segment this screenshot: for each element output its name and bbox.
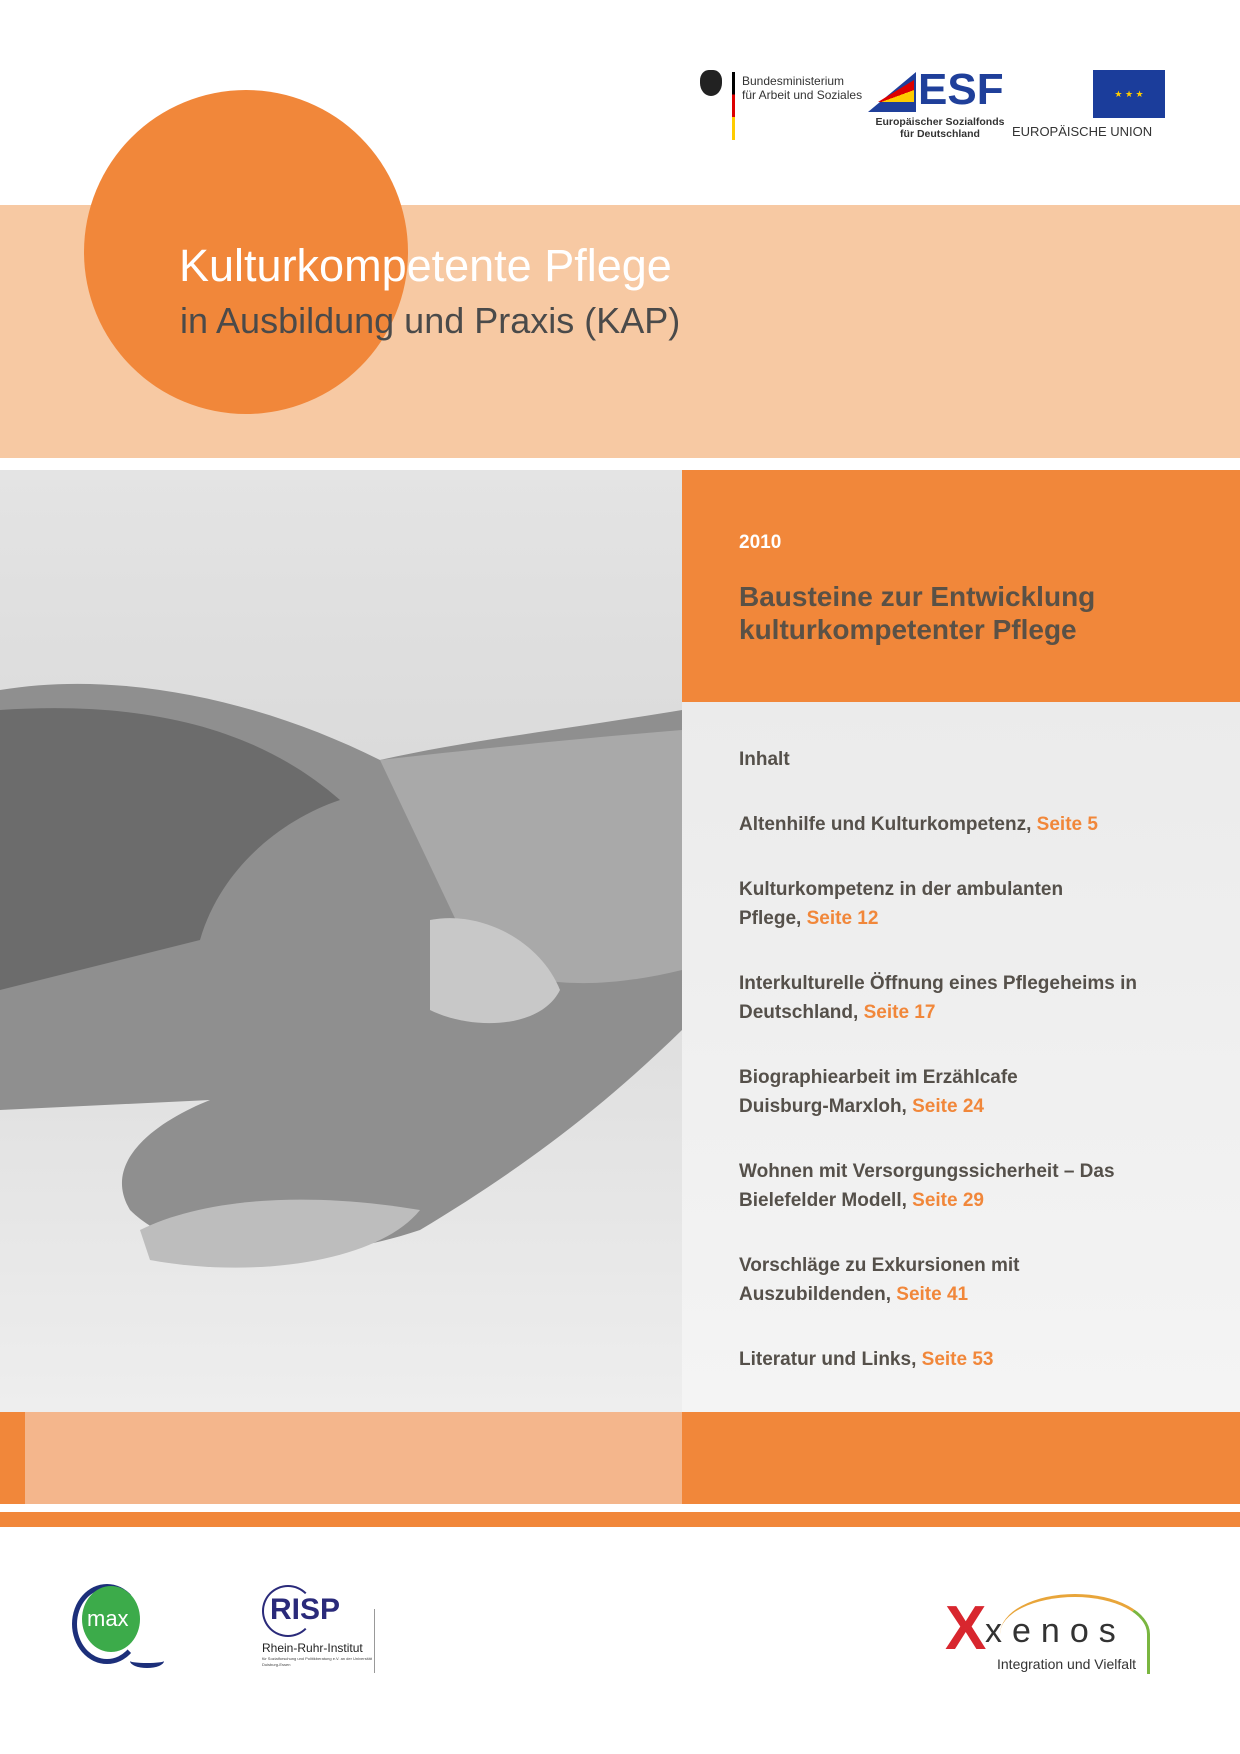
toc-item-page: Seite 24 (912, 1096, 984, 1117)
toc-item-title: Biographiearbeit im Erzählcafe Duisburg-Marxloh, (739, 1067, 1018, 1117)
esf-text: ESF (918, 65, 1004, 114)
toc-item-page: Seite 53 (921, 1349, 994, 1370)
toc-label: Inhalt (739, 749, 790, 770)
year: 2010 (739, 532, 782, 553)
eagle-icon (700, 70, 722, 96)
risp-text: RISP (270, 1593, 341, 1626)
xenos-x-icon: X (945, 1594, 987, 1663)
hands-illustration (0, 470, 682, 1412)
toc-item-page: Seite 41 (896, 1284, 969, 1305)
eu-text: EUROPÄISCHE UNION (1012, 124, 1153, 139)
document-title: Kulturkompetente Pflege (179, 240, 672, 291)
toc-item[interactable] (739, 1251, 1089, 1309)
risp-subtitle: Rhein-Ruhr-Institut (262, 1641, 363, 1655)
bmas-line2: für Arbeit und Soziales (742, 88, 863, 102)
table-of-contents (739, 745, 1219, 1410)
toc-item[interactable] (739, 1345, 1219, 1374)
bmas-line1: Bundesministerium (742, 74, 845, 88)
bmas-logo (698, 70, 863, 142)
risp-logo (262, 1585, 382, 1673)
toc-item[interactable] (739, 1157, 1149, 1215)
risp-small: für Sozialforschung und Politikberatung e.V. an der Universität Duisburg-Essen (262, 1656, 372, 1667)
esf-line2: für Deutschland (900, 128, 980, 140)
toc-item[interactable] (739, 810, 1219, 839)
xenos-logo (945, 1590, 1155, 1680)
toc-item-title: Vorschläge zu Exkursionen mit Auszubildenden, (739, 1255, 1020, 1305)
max-wave-icon (130, 1654, 164, 1668)
esf-logo (868, 65, 1013, 142)
max-logo (70, 1580, 180, 1675)
toc-item-title: Interkulturelle Öffnung eines Pflegeheims in Deutschland, (739, 973, 1138, 1023)
max-text: max (87, 1606, 129, 1631)
toc-item-page: Seite 12 (806, 908, 879, 929)
toc-item[interactable] (739, 1063, 1079, 1121)
risp-divider (374, 1609, 375, 1673)
toc-item-page: Seite 17 (863, 1002, 936, 1023)
esf-line1: Europäischer Sozialfonds (875, 116, 1005, 128)
flag-stripe (732, 72, 735, 140)
bottom-band-left (25, 1412, 682, 1504)
toc-item-title: Altenhilfe und Kulturkompetenz, (739, 814, 1032, 835)
eu-flag-icon: ★ ★ ★ (1093, 70, 1165, 118)
bottom-line (0, 1512, 1240, 1527)
bottom-band-edge (0, 1412, 25, 1504)
bottom-band-right (682, 1412, 1240, 1504)
toc-item-page: Seite 29 (912, 1190, 984, 1211)
document-subtitle: in Ausbildung und Praxis (KAP) (180, 300, 681, 341)
xenos-text: xenos (985, 1612, 1126, 1650)
hands-photo (0, 470, 682, 1412)
toc-item[interactable] (739, 969, 1199, 1027)
bmas-text (742, 74, 862, 102)
xenos-subtitle: Integration und Vielfalt (997, 1656, 1137, 1672)
toc-item-title: Literatur und Links, (739, 1349, 917, 1370)
toc-item-title: Kulturkompetenz in der ambulanten Pflege, (739, 879, 1064, 929)
eu-logo (1012, 68, 1167, 142)
toc-item-page: Seite 5 (1036, 814, 1098, 835)
subtitle-heading: Bausteine zur Entwicklung kulturkompetenter Pflege (739, 581, 1096, 645)
esf-caption (870, 116, 1010, 140)
toc-item-title: Wohnen mit Versorgungssicherheit – Das Bielefelder Modell, (739, 1161, 1115, 1211)
toc-item[interactable] (739, 875, 1119, 933)
